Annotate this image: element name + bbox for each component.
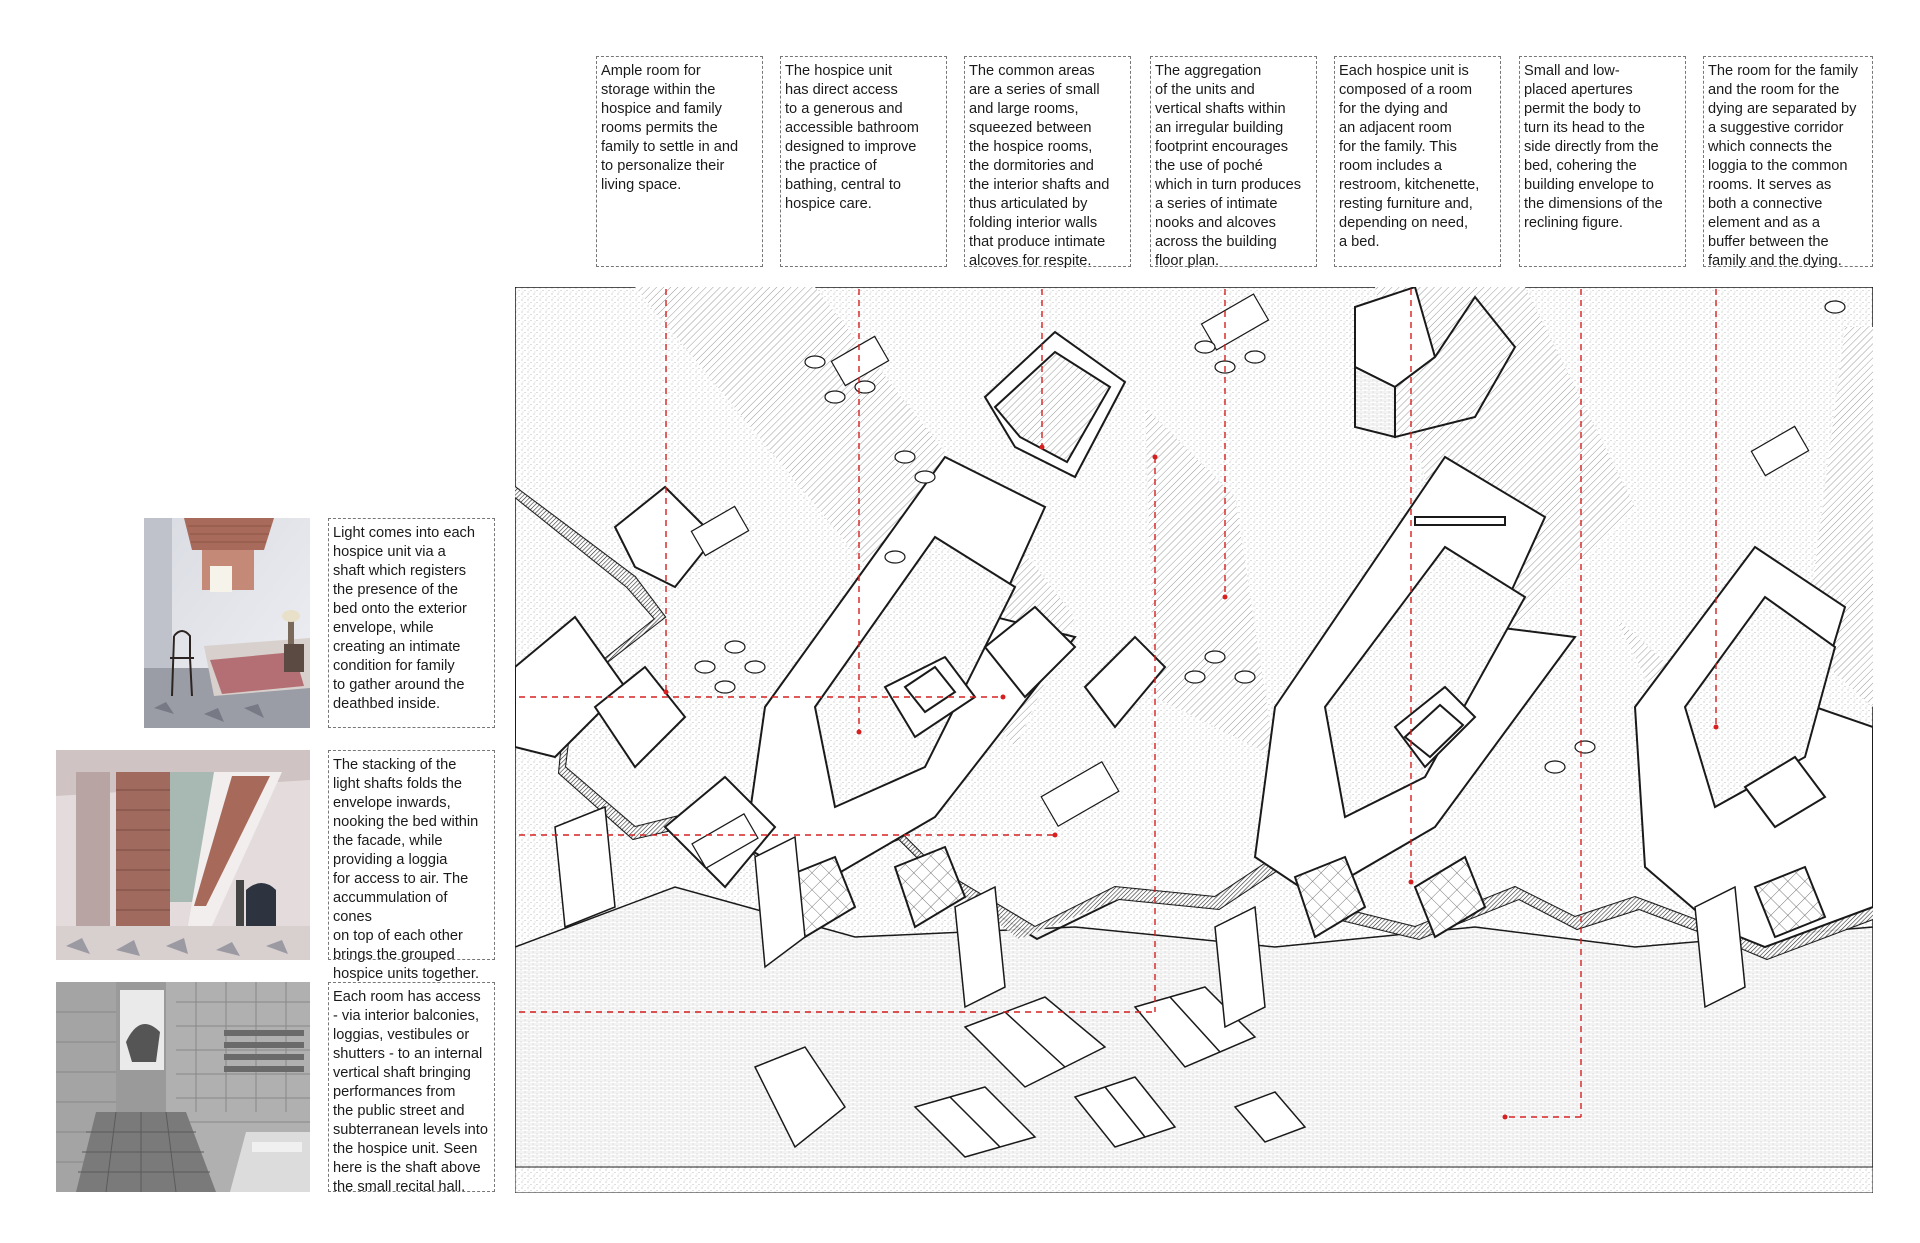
annotation-line: the dormitories and (969, 158, 1094, 174)
annotation-line: both a connective (1708, 196, 1823, 212)
annotation-room-access (328, 982, 495, 1195)
annotation-line: hospice and family (601, 101, 722, 117)
annotation-line: rooms permits the (601, 120, 718, 136)
annotation-line: are a series of small (969, 82, 1100, 98)
annotation-line: the small recital hall. (333, 1179, 466, 1195)
annotation-text (1708, 62, 1868, 271)
annotation-line: a bed. (1339, 234, 1380, 250)
annotation-line: Each hospice unit is (1339, 63, 1469, 79)
annotation-line: The common areas (969, 63, 1095, 79)
annotation-line: alcoves for respite. (969, 253, 1092, 269)
annotation-line: The aggregation (1155, 63, 1262, 79)
annotation-line: hospice units together. (333, 966, 480, 982)
annotation-line: loggias, vestibules or (333, 1027, 470, 1043)
annotation-line: hospice care. (785, 196, 872, 212)
annotation-line: a suggestive corridor (1708, 120, 1844, 136)
annotation-line: - via interior balconies, (333, 1008, 480, 1024)
annotation-line: depending on need, (1339, 215, 1469, 231)
annotation-line: shutters - to an internal (333, 1046, 483, 1062)
annotation-common-areas (964, 56, 1131, 267)
annotation-storage (596, 56, 763, 267)
annotation-stacking (328, 750, 495, 982)
annotation-line: permit the body to (1524, 101, 1641, 117)
annotation-text (785, 62, 942, 214)
annotation-line: composed of a room (1339, 82, 1473, 98)
annotation-line: to gather around the (333, 677, 465, 693)
annotation-line: the dimensions of the (1524, 196, 1663, 212)
render-light-shaft-room (144, 518, 310, 728)
annotation-line: the practice of (785, 158, 877, 174)
annotation-light-shaft (328, 518, 495, 728)
annotation-line: condition for family (333, 658, 455, 674)
annotation-line: an adjacent room (1339, 120, 1452, 136)
annotation-line: resting furniture and, (1339, 196, 1473, 212)
annotation-line: a series of intimate (1155, 196, 1278, 212)
annotation-line: for the dying and (1339, 101, 1448, 117)
annotation-line: subterranean levels into (333, 1122, 488, 1138)
annotation-unit-composition (1334, 56, 1501, 267)
annotation-line: placed apertures (1524, 82, 1633, 98)
annotation-line: the public street and (333, 1103, 465, 1119)
render-loggia-room (56, 750, 310, 960)
annotation-line: Ample room for (601, 63, 701, 79)
annotation-line: The hospice unit (785, 63, 893, 79)
axonometric-floor-plan (515, 287, 1873, 1193)
annotation-line: family and the dying. (1708, 253, 1842, 269)
annotation-line: brings the grouped (333, 947, 455, 963)
annotation-line: loggia to the common (1708, 158, 1848, 174)
annotation-line: deathbed inside. (333, 696, 441, 712)
annotation-line: restroom, kitchenette, (1339, 177, 1480, 193)
annotation-line: the hospice unit. Seen (333, 1141, 478, 1157)
annotation-line: room includes a (1339, 158, 1443, 174)
annotation-line: folding interior walls (969, 215, 1098, 231)
annotation-line: nooking the bed within (333, 814, 479, 830)
render-vertical-shaft (56, 982, 310, 1192)
annotation-text (333, 988, 490, 1197)
annotation-line: on top of each other (333, 928, 463, 944)
annotation-line: shaft which registers (333, 563, 467, 579)
annotation-line: the facade, while (333, 833, 443, 849)
annotation-line: the use of poché (1155, 158, 1263, 174)
annotation-line: family to settle in and (601, 139, 739, 155)
annotation-line: envelope, while (333, 620, 434, 636)
annotation-line: nooks and alcoves (1155, 215, 1276, 231)
annotation-text (601, 62, 758, 195)
annotation-line: that produce intimate (969, 234, 1106, 250)
annotation-line: Each room has access (333, 989, 481, 1005)
annotation-line: bed, cohering the (1524, 158, 1637, 174)
annotation-line: accummulation of cones (333, 890, 448, 925)
annotation-line: across the building (1155, 234, 1277, 250)
annotation-line: the presence of the (333, 582, 458, 598)
annotation-apertures (1519, 56, 1686, 267)
annotation-line: envelope inwards, (333, 795, 451, 811)
annotation-line: for access to air. The (333, 871, 469, 887)
annotation-line: light shafts folds the (333, 776, 462, 792)
annotation-line: creating an intimate (333, 639, 461, 655)
annotation-line: the interior shafts and (969, 177, 1110, 193)
annotation-line: The room for the family (1708, 63, 1859, 79)
annotation-text (1155, 62, 1312, 271)
annotation-line: designed to improve (785, 139, 917, 155)
annotation-line: buffer between the (1708, 234, 1829, 250)
annotation-line: hospice unit via a (333, 544, 446, 560)
annotation-aggregation (1150, 56, 1317, 267)
annotation-line: The stacking of the (333, 757, 457, 773)
annotation-text (333, 524, 490, 714)
annotation-line: vertical shafts within (1155, 101, 1286, 117)
annotation-line: accessible bathroom (785, 120, 919, 136)
annotation-line: Small and low- (1524, 63, 1620, 79)
annotation-line: footprint encourages (1155, 139, 1289, 155)
annotation-bathroom (780, 56, 947, 267)
annotation-line: bathing, central to (785, 177, 902, 193)
annotation-line: element and as a (1708, 215, 1820, 231)
annotation-line: of the units and (1155, 82, 1255, 98)
annotation-line: storage within the (601, 82, 716, 98)
annotation-line: turn its head to the (1524, 120, 1645, 136)
annotation-line: here is the shaft above (333, 1160, 481, 1176)
annotation-line: dying are separated by (1708, 101, 1857, 117)
annotation-line: and large rooms, (969, 101, 1079, 117)
annotation-line: living space. (601, 177, 682, 193)
annotation-line: floor plan. (1155, 253, 1220, 269)
annotation-line: rooms. It serves as (1708, 177, 1832, 193)
annotation-line: providing a loggia (333, 852, 448, 868)
annotation-line: reclining figure. (1524, 215, 1623, 231)
annotation-line: squeezed between (969, 120, 1092, 136)
annotation-line: performances from (333, 1084, 456, 1100)
annotation-line: bed onto the exterior (333, 601, 467, 617)
annotation-line: an irregular building (1155, 120, 1284, 136)
annotation-text (969, 62, 1126, 271)
annotation-line: which connects the (1708, 139, 1833, 155)
annotation-text (333, 756, 490, 984)
annotation-line: building envelope to (1524, 177, 1654, 193)
annotation-corridor (1703, 56, 1873, 267)
annotation-line: the hospice rooms, (969, 139, 1093, 155)
annotation-line: which in turn produces (1155, 177, 1302, 193)
annotation-line: Light comes into each (333, 525, 475, 541)
annotation-line: has direct access (785, 82, 898, 98)
annotation-line: thus articulated by (969, 196, 1088, 212)
annotation-line: for the family. This (1339, 139, 1457, 155)
annotation-text (1524, 62, 1681, 233)
annotation-line: and the room for the (1708, 82, 1840, 98)
annotation-text (1339, 62, 1496, 252)
annotation-line: vertical shaft bringing (333, 1065, 471, 1081)
annotation-line: to a generous and (785, 101, 903, 117)
annotation-line: to personalize their (601, 158, 725, 174)
annotation-line: side directly from the (1524, 139, 1659, 155)
